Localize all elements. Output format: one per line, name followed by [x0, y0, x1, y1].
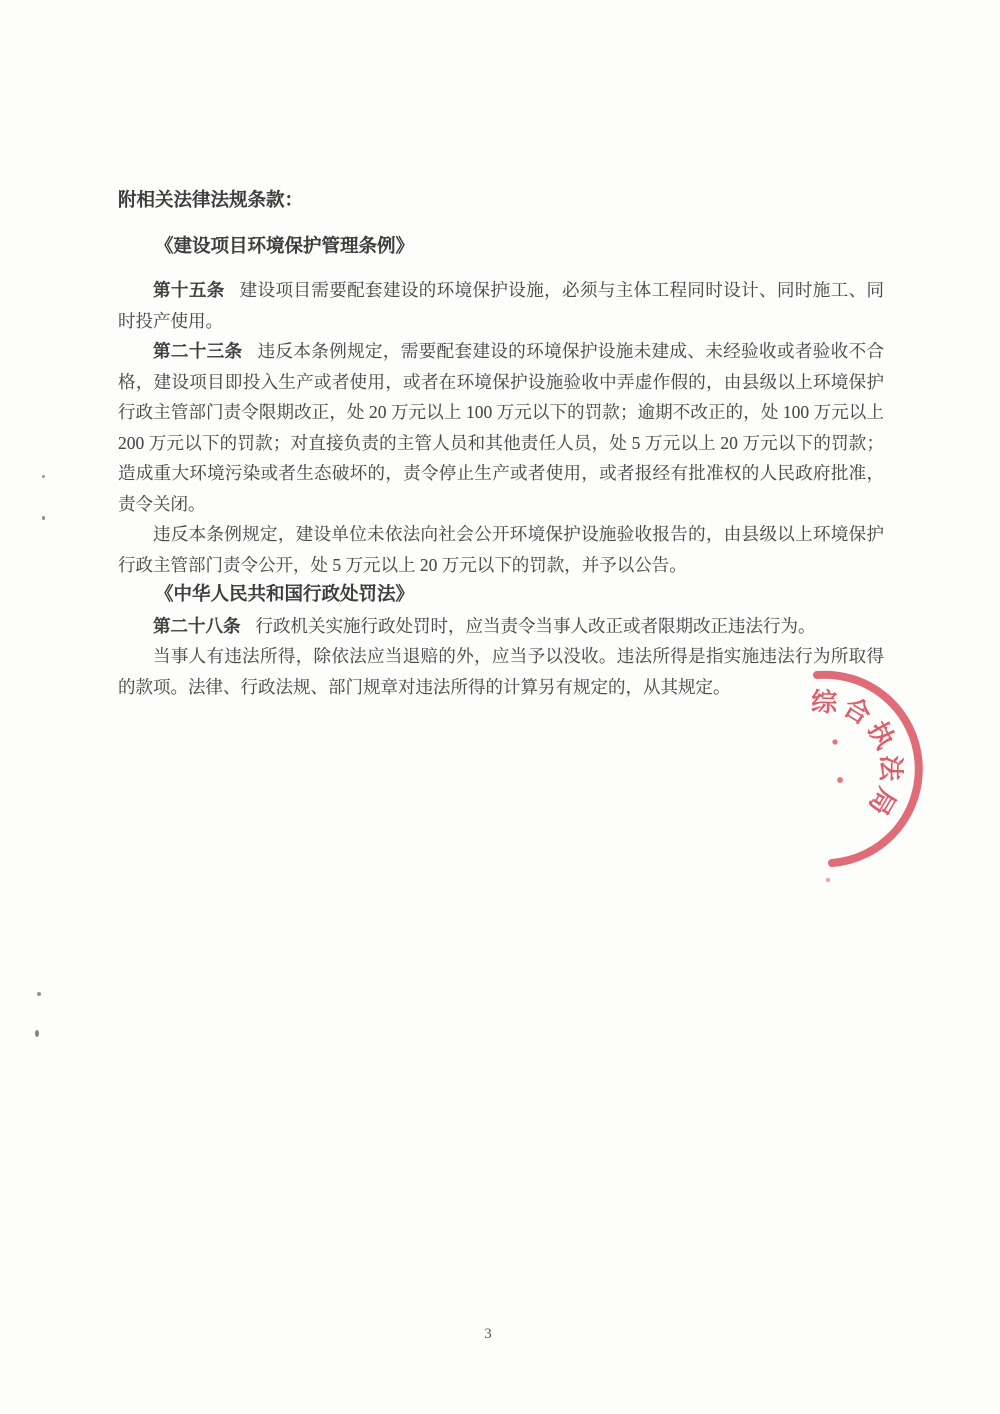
official-stamp: [719, 664, 929, 889]
article-28-label: 第二十八条: [153, 615, 241, 636]
document-heading: 附相关法律法规条款：: [118, 191, 304, 211]
article-23-text: 违反本条例规定，需要配套建设的环境保护设施未建成、未经验收或者验收不合格，建设项目即投入生产或者使用，或者在环境保护设施验收中弄虚作假的，由县级以上环境保护行政主管部门责令限期改正，处 20 万元以上 100 万元以下的罚款；逾期不改正的，处 100 万元以上 200 万元以下的罚款；对直接负责的主管人员和其他责任人员，处 5 万元以上 20 万元以下的罚款；造成重大环境污染或者生态破坏的，责令停止生产或者使用，或者报经有批准权的人民政府批准，责令关闭。: [118, 341, 885, 514]
legal-text-body: [118, 186, 884, 702]
stamp-ink-dot: [826, 878, 830, 882]
article-23-paragraph: [118, 336, 884, 519]
article-15-paragraph: [118, 275, 884, 336]
disclosure-penalty-paragraph: 违反本条例规定，建设单位未依法向社会公开环境保护设施验收报告的，由县级以上环境保护行政主管部门责令公开，处 5 万元以上 20 万元以下的罚款，并予以公告。: [118, 524, 884, 575]
scan-speck: [35, 1030, 39, 1037]
page-number: 3: [484, 1326, 492, 1342]
scan-speck: [37, 992, 41, 996]
law-title-construction-regulation: 《建设项目环境保护管理条例》: [155, 236, 415, 257]
scan-speck: [42, 475, 45, 478]
article-23-label: 第二十三条: [153, 341, 243, 361]
stamp-text: 综合执法局: [810, 687, 906, 824]
stamp-ink-dot: [837, 777, 843, 783]
scan-speck: [42, 516, 45, 520]
article-28-text: 行政机关实施行政处罚时，应当责令当事人改正或者限期改正违法行为。: [255, 615, 816, 636]
article-28-paragraph: [118, 611, 884, 642]
article-15-label: 第十五条: [153, 280, 225, 300]
law-title-administrative-punishment: 《中华人民共和国行政处罚法》: [155, 585, 415, 605]
article-15-text: 建设项目需要配套建设的环境保护设施，必须与主体工程同时设计、同时施工、同时投产使用。: [118, 280, 885, 331]
stamp-ink-dot: [832, 739, 837, 744]
illegal-gains-paragraph: 当事人有违法所得，除依法应当退赔的外，应当予以没收。违法所得是指实施违法行为所取得的款项。法律、行政法规、部门规章对违法所得的计算另有规定的，从其规定。: [118, 646, 884, 697]
